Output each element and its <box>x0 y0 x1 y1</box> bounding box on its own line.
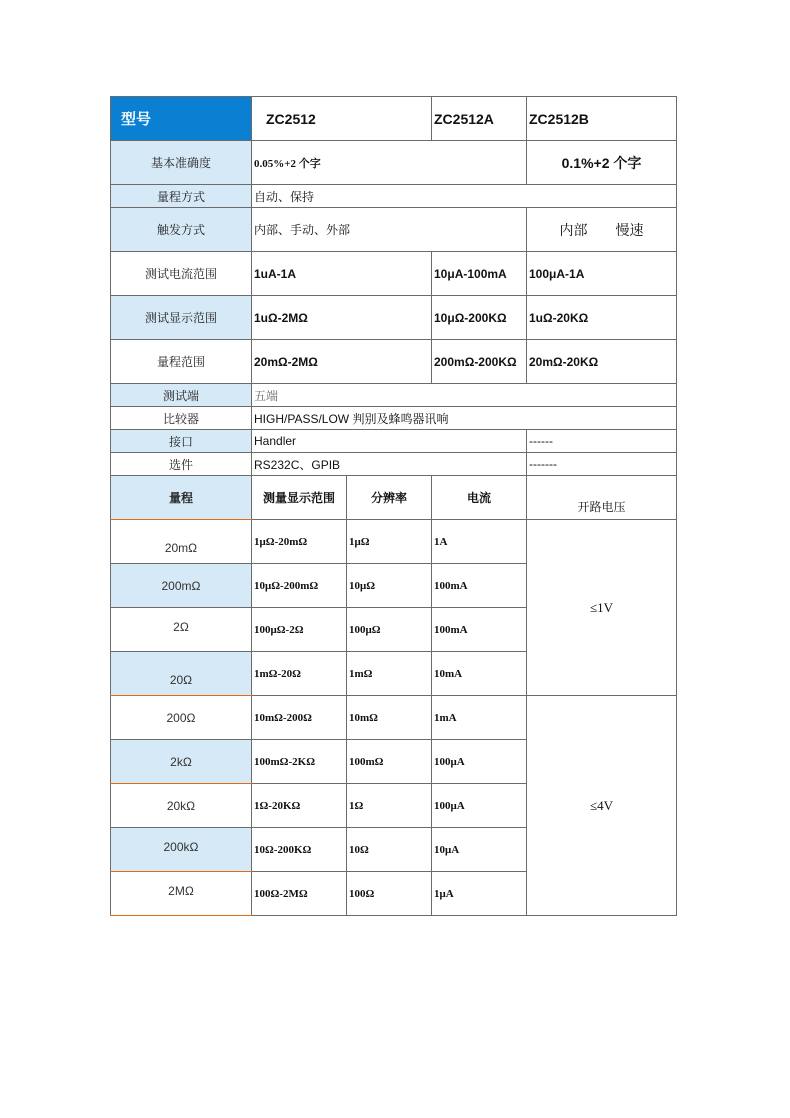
display-range-zc2512: 1uΩ-2MΩ <box>252 296 432 340</box>
current-value: 100mA <box>432 564 527 608</box>
range-value: 20kΩ <box>111 784 252 828</box>
interface-label: 接口 <box>111 430 252 453</box>
ranges-header-current: 电流 <box>432 476 527 520</box>
terminals-value: 五端 <box>252 384 677 407</box>
current-value: 1μA <box>432 872 527 916</box>
range-mode-label: 量程方式 <box>111 185 252 208</box>
current-value: 100mA <box>432 608 527 652</box>
display-value: 1mΩ-20Ω <box>252 652 347 696</box>
current-range-zc2512a: 10μA-100mA <box>432 252 527 296</box>
spec-sheet <box>110 96 676 916</box>
range-value: 20Ω <box>111 652 252 696</box>
interface-value-b: ------ <box>527 430 677 453</box>
current-value: 1mA <box>432 696 527 740</box>
interface-row <box>111 430 677 453</box>
scale-range-zc2512: 20mΩ-2MΩ <box>252 340 432 384</box>
ranges-header-open-voltage: 开路电压 <box>527 476 677 520</box>
current-value: 100μA <box>432 784 527 828</box>
ranges-header-resolution: 分辨率 <box>347 476 432 520</box>
display-value: 1Ω-20KΩ <box>252 784 347 828</box>
options-value-b: ------- <box>527 453 677 476</box>
accuracy-value-b: 0.1%+2 个字 <box>527 141 677 185</box>
trigger-row <box>111 208 677 252</box>
current-value: 10mA <box>432 652 527 696</box>
range-value: 200kΩ <box>111 828 252 872</box>
display-range-zc2512a: 10μΩ-200KΩ <box>432 296 527 340</box>
options-label: 选件 <box>111 453 252 476</box>
resolution-value: 10mΩ <box>347 696 432 740</box>
current-value: 10μA <box>432 828 527 872</box>
table-row <box>111 696 677 740</box>
range-value: 200Ω <box>111 696 252 740</box>
trigger-value-a: 内部、手动、外部 <box>252 208 527 252</box>
model-zc2512b: ZC2512B <box>527 97 677 141</box>
range-value: 2kΩ <box>111 740 252 784</box>
display-range-zc2512b: 1uΩ-20KΩ <box>527 296 677 340</box>
ranges-header-display: 测量显示范围 <box>252 476 347 520</box>
display-value: 100mΩ-2KΩ <box>252 740 347 784</box>
interface-value-a: Handler <box>252 430 527 453</box>
range-mode-row <box>111 185 677 208</box>
spec-table <box>110 96 677 916</box>
accuracy-row <box>111 141 677 185</box>
options-row <box>111 453 677 476</box>
range-value: 2MΩ <box>111 872 252 916</box>
range-value: 200mΩ <box>111 564 252 608</box>
open-voltage-low: ≤1V <box>527 520 677 696</box>
current-range-zc2512: 1uA-1A <box>252 252 432 296</box>
current-value: 1A <box>432 520 527 564</box>
display-range-label: 测试显示范围 <box>111 296 252 340</box>
display-value: 1μΩ-20mΩ <box>252 520 347 564</box>
current-range-row <box>111 252 677 296</box>
model-zc2512a: ZC2512A <box>432 97 527 141</box>
resolution-value: 1μΩ <box>347 520 432 564</box>
scale-range-label: 量程范围 <box>111 340 252 384</box>
resolution-value: 10μΩ <box>347 564 432 608</box>
resolution-value: 10Ω <box>347 828 432 872</box>
trigger-label: 触发方式 <box>111 208 252 252</box>
range-value: 20mΩ <box>111 520 252 564</box>
table-row <box>111 520 677 564</box>
current-range-label: 测试电流范围 <box>111 252 252 296</box>
options-value-a: RS232C、GPIB <box>252 453 527 476</box>
trigger-value-b: 内部 慢速 <box>527 208 677 252</box>
comparator-row <box>111 407 677 430</box>
comparator-value: HIGH/PASS/LOW 判别及蜂鸣器讯响 <box>252 407 677 430</box>
open-voltage-high: ≤4V <box>527 696 677 916</box>
scale-range-row <box>111 340 677 384</box>
ranges-header-range: 量程 <box>111 476 252 520</box>
resolution-value: 100mΩ <box>347 740 432 784</box>
display-value: 10mΩ-200Ω <box>252 696 347 740</box>
scale-range-zc2512a: 200mΩ-200KΩ <box>432 340 527 384</box>
model-zc2512: ZC2512 <box>252 97 432 141</box>
resolution-value: 100μΩ <box>347 608 432 652</box>
display-value: 100μΩ-2Ω <box>252 608 347 652</box>
accuracy-value-a: 0.05%+2 个字 <box>252 141 527 185</box>
model-header-row <box>111 97 677 141</box>
display-value: 10μΩ-200mΩ <box>252 564 347 608</box>
comparator-label: 比较器 <box>111 407 252 430</box>
accuracy-label: 基本准确度 <box>111 141 252 185</box>
range-value: 2Ω <box>111 608 252 652</box>
current-range-zc2512b: 100μA-1A <box>527 252 677 296</box>
model-header-label: 型号 <box>111 97 252 141</box>
display-value: 100Ω-2MΩ <box>252 872 347 916</box>
range-mode-value: 自动、保持 <box>252 185 677 208</box>
display-range-row <box>111 296 677 340</box>
scale-range-zc2512b: 20mΩ-20KΩ <box>527 340 677 384</box>
resolution-value: 100Ω <box>347 872 432 916</box>
terminals-row <box>111 384 677 407</box>
ranges-header-row <box>111 476 677 520</box>
resolution-value: 1Ω <box>347 784 432 828</box>
resolution-value: 1mΩ <box>347 652 432 696</box>
display-value: 10Ω-200KΩ <box>252 828 347 872</box>
current-value: 100μA <box>432 740 527 784</box>
terminals-label: 测试端 <box>111 384 252 407</box>
